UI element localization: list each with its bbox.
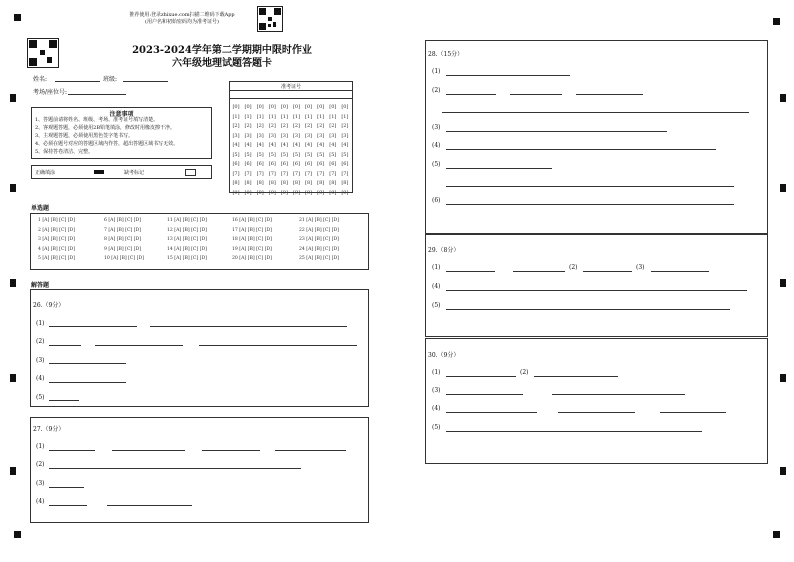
exam-id-digit-bubble[interactable]: [5] [256, 151, 264, 158]
q30-part: (4) [432, 405, 441, 412]
exam-id-digit-bubble[interactable]: [3] [268, 132, 276, 139]
q29-part: (2) [569, 264, 578, 271]
q26-answer-line[interactable] [49, 345, 81, 346]
mc-question-options[interactable]: 21 [A] [B] [C] [D] [299, 218, 339, 223]
notice-title: 注意事项 [109, 111, 134, 118]
alignment-mark [10, 467, 16, 475]
q26-part: (5) [36, 394, 45, 401]
q26-part: (3) [36, 357, 45, 364]
q27-answer-line[interactable] [202, 450, 260, 451]
exam-id-digit-bubble[interactable]: [6] [268, 161, 276, 167]
q29-box [425, 234, 768, 337]
mc-question-options[interactable]: 11 [A] [B] [C] [D] [167, 218, 207, 223]
exam-id-digit-bubble[interactable]: [3] [244, 132, 252, 139]
exam-id-digit-bubble[interactable]: [6] [305, 161, 313, 167]
qr-code-icon [257, 6, 283, 32]
mc-question-options[interactable]: 22 [A] [B] [C] [D] [299, 227, 339, 233]
alignment-mark [10, 94, 16, 102]
q27-title: 27.（9分） [33, 426, 65, 433]
class-field[interactable] [123, 81, 168, 82]
q28-answer-line[interactable] [446, 186, 734, 187]
q29-title: 29.（8分） [428, 247, 460, 254]
mc-question-options[interactable]: 13 [A] [B] [C] [D] [167, 237, 207, 243]
alignment-mark [14, 14, 21, 21]
q28-answer-line[interactable] [576, 94, 643, 95]
q26-part: (4) [36, 375, 45, 382]
exam-id-digit-bubble[interactable]: [9] [244, 189, 252, 196]
alignment-mark [780, 374, 786, 382]
exam-id-digit-bubble[interactable]: [3] [232, 132, 240, 139]
exam-id-digit-bubble[interactable]: [3] [305, 132, 313, 139]
q30-part: (2) [520, 369, 529, 376]
mc-question-options[interactable]: 7 [A] [B] [C] [D] [104, 227, 141, 233]
exam-id-digit-bubble[interactable]: [7] [244, 170, 252, 177]
exam-id-digit-bubble[interactable]: [6] [341, 161, 349, 167]
scan-note: 推荐使用:登录zhixue.com扫描二维码下载App [129, 12, 235, 18]
mc-question-options[interactable]: 14 [A] [B] [C] [D] [167, 246, 207, 252]
exam-id-digit-bubble[interactable]: [7] [292, 170, 301, 177]
exam-id-digit-bubble[interactable]: [9] [256, 189, 264, 196]
qr-code-icon [27, 38, 59, 68]
exam-id-digit-bubble[interactable]: [5] [329, 151, 337, 158]
absent-mark-label: 缺考标记 [124, 170, 145, 176]
exam-id-digit-bubble[interactable]: [1] [256, 113, 264, 120]
exam-id-digit-bubble[interactable]: [1] [305, 113, 313, 120]
exam-id-digit-bubble[interactable]: [4] [341, 142, 349, 148]
exam-id-digit-bubble[interactable]: [1] [232, 113, 240, 120]
exam-id-digit-bubble[interactable]: [6] [232, 161, 240, 167]
exam-id-digit-bubble[interactable]: [0] [268, 104, 276, 110]
notice-item: 5、保持答卷清洁、完整。 [35, 149, 94, 155]
exam-id-digit-column[interactable] [292, 103, 302, 198]
exam-id-digit-column[interactable] [243, 103, 253, 198]
exam-id-digit-column[interactable] [340, 103, 350, 198]
exam-id-digit-bubble[interactable]: [7] [341, 170, 349, 177]
exam-id-digit-bubble[interactable]: [0] [256, 104, 264, 110]
exam-id-digit-bubble[interactable]: [0] [305, 104, 313, 110]
q28-part: (3) [432, 124, 441, 131]
q30-part: (5) [432, 424, 441, 431]
exam-id-digit-bubble[interactable]: [3] [280, 132, 288, 139]
exam-id-digit-bubble[interactable]: [5] [268, 151, 276, 158]
q30-answer-line[interactable] [552, 394, 685, 395]
exam-id-digit-bubble[interactable]: [4] [329, 142, 337, 148]
q27-answer-line[interactable] [275, 450, 346, 451]
q27-box [30, 417, 369, 523]
correct-fill-label: 正确填涂 [35, 170, 56, 176]
mc-section-title: 单选题 [31, 205, 50, 212]
exam-id-digit-bubble[interactable]: [8] [341, 180, 349, 186]
exam-id-digit-bubble[interactable]: [0] [317, 104, 325, 110]
exam-id-digit-bubble[interactable]: [8] [232, 180, 240, 186]
q27-answer-line[interactable] [49, 505, 87, 506]
q30-part: (1) [432, 369, 441, 376]
q29-part: (3) [636, 264, 645, 271]
mc-question-options[interactable]: 9 [A] [B] [C] [D] [104, 246, 141, 252]
exam-id-header: 准考证号 [280, 84, 301, 90]
exam-id-digit-bubble[interactable]: [3] [341, 132, 349, 139]
alignment-mark [10, 184, 16, 192]
exam-id-digit-bubble[interactable]: [4] [292, 142, 301, 148]
exam-id-digit-bubble[interactable]: [0] [280, 104, 288, 110]
q30-title: 30.（9分） [428, 352, 460, 359]
mc-question-options[interactable]: 3 [A] [B] [C] [D] [38, 237, 75, 243]
notice-item: 3、主观题答题，必须使用黑色签字笔书写。 [35, 133, 134, 139]
exam-id-digit-bubble[interactable]: [2] [268, 123, 276, 129]
exam-id-digit-bubble[interactable]: [9] [268, 189, 276, 196]
exam-id-digit-bubble[interactable]: [0] [232, 104, 240, 110]
exam-id-digit-bubble[interactable]: [4] [280, 142, 288, 148]
exam-id-digit-bubble[interactable]: [9] [292, 189, 301, 196]
class-label: 班级: [103, 76, 118, 83]
q26-box [30, 289, 369, 407]
exam-id-digit-bubble[interactable]: [4] [305, 142, 313, 148]
mc-question-options[interactable]: 17 [A] [B] [C] [D] [232, 227, 272, 233]
q27-part: (2) [36, 461, 45, 468]
exam-id-digit-bubble[interactable]: [8] [244, 180, 252, 186]
exam-id-digit-bubble[interactable]: [5] [232, 151, 240, 158]
q26-answer-line[interactable] [150, 326, 347, 327]
scan-note-sub: (用户名和初始密码均为准考证号) [145, 19, 219, 25]
q30-answer-line[interactable] [446, 431, 702, 432]
q27-answer-line[interactable] [112, 450, 185, 451]
mc-question-options[interactable]: 15 [A] [B] [C] [D] [167, 256, 207, 262]
q28-part: (6) [432, 197, 441, 204]
exam-id-digit-bubble[interactable]: [7] [268, 170, 276, 177]
q28-title: 28.（15分） [428, 51, 464, 58]
mc-question-options[interactable]: 1 [A] [B] [C] [D] [38, 218, 75, 223]
mc-question-options[interactable]: 8 [A] [B] [C] [D] [104, 237, 141, 243]
q29-answer-line[interactable] [446, 309, 730, 310]
mc-question-options[interactable]: 25 [A] [B] [C] [D] [299, 256, 339, 262]
exam-id-digit-bubble[interactable]: [3] [317, 132, 325, 139]
exam-id-digit-bubble[interactable]: [6] [329, 161, 337, 167]
absent-mark-checkbox[interactable] [185, 169, 196, 176]
exam-id-digit-bubble[interactable]: [1] [268, 113, 276, 120]
q30-answer-line[interactable] [534, 376, 618, 377]
mc-question-options[interactable]: 20 [A] [B] [C] [D] [232, 256, 272, 262]
exam-id-digit-bubble[interactable]: [9] [232, 189, 240, 196]
mc-question-options[interactable]: 10 [A] [B] [C] [D] [104, 256, 144, 262]
exam-id-digit-bubble[interactable]: [3] [329, 132, 337, 139]
q28-answer-line[interactable] [446, 168, 552, 169]
q26-answer-line[interactable] [49, 382, 126, 383]
q29-answer-line[interactable] [651, 271, 709, 272]
exam-id-digit-bubble[interactable]: [5] [305, 151, 313, 158]
name-field[interactable] [55, 81, 100, 82]
mc-question-options[interactable]: 2 [A] [B] [C] [D] [38, 227, 75, 233]
exam-id-digit-bubble[interactable]: [2] [317, 123, 325, 129]
answer-section-title: 解答题 [31, 282, 50, 289]
exam-id-digit-bubble[interactable]: [9] [317, 189, 325, 196]
alignment-mark [780, 279, 786, 287]
exam-id-digit-bubble[interactable]: [1] [244, 113, 252, 120]
q27-part: (4) [36, 498, 45, 505]
exam-id-digit-bubble[interactable]: [8] [256, 180, 264, 186]
exam-id-digit-column[interactable] [304, 103, 314, 198]
q30-part: (3) [432, 387, 441, 394]
q28-part: (2) [432, 87, 441, 94]
q26-part: (2) [36, 338, 45, 345]
exam-id-digit-bubble[interactable]: [2] [280, 123, 288, 129]
q26-answer-line[interactable] [95, 345, 183, 346]
exam-id-digit-bubble[interactable]: [7] [329, 170, 337, 177]
exam-id-digit-bubble[interactable]: [0] [329, 104, 337, 110]
exam-id-digit-bubble[interactable]: [6] [292, 161, 301, 167]
alignment-mark [10, 279, 16, 287]
exam-id-digit-column[interactable] [279, 103, 289, 198]
exam-title: 2023-2024学年第二学期期中限时作业 [132, 45, 312, 56]
notice-item: 2、客观题答题，必须使用2B铅笔填涂，修改时用橡皮擦干净。 [35, 125, 176, 131]
correct-fill-icon [94, 170, 104, 174]
q28-part: (4) [432, 142, 441, 149]
exam-id-digit-column[interactable] [255, 103, 265, 198]
q27-answer-line[interactable] [49, 487, 84, 488]
exam-id-digit-bubble[interactable]: [1] [292, 113, 301, 120]
exam-id-digit-bubble[interactable]: [3] [256, 132, 264, 139]
q29-part: (5) [432, 302, 441, 309]
mc-question-options[interactable]: 16 [A] [B] [C] [D] [232, 218, 272, 223]
mc-question-options[interactable]: 19 [A] [B] [C] [D] [232, 246, 272, 252]
q28-answer-line[interactable] [442, 112, 749, 113]
mc-question-options[interactable]: 4 [A] [B] [C] [D] [38, 246, 75, 252]
exam-id-digit-bubble[interactable]: [5] [244, 151, 252, 158]
q28-answer-line[interactable] [446, 75, 570, 76]
exam-id-digit-bubble[interactable]: [7] [305, 170, 313, 177]
exam-id-digit-bubble[interactable]: [1] [329, 113, 337, 120]
name-label: 姓名: [33, 76, 48, 83]
exam-id-digit-bubble[interactable]: [8] [280, 180, 288, 186]
q26-answer-line[interactable] [49, 363, 126, 364]
exam-id-digit-bubble[interactable]: [8] [292, 180, 301, 186]
alignment-mark [780, 184, 786, 192]
alignment-mark [773, 531, 780, 538]
q27-answer-line[interactable] [49, 450, 95, 451]
exam-id-digit-column[interactable] [328, 103, 338, 198]
q28-answer-line[interactable] [446, 204, 734, 205]
exam-id-digit-bubble[interactable]: [9] [280, 189, 288, 196]
exam-id-digit-bubble[interactable]: [2] [232, 123, 240, 129]
q28-answer-line[interactable] [510, 94, 562, 95]
q26-answer-line[interactable] [199, 345, 357, 346]
fill-example-box [31, 165, 212, 179]
exam-id-digit-bubble[interactable]: [6] [280, 161, 288, 167]
notice-item: 4、必须在题号对应的答题区域内作答，超出答题区域书写无效。 [35, 141, 179, 147]
exam-id-digit-bubble[interactable]: [4] [317, 142, 325, 148]
exam-id-digit-bubble[interactable]: [3] [292, 132, 301, 139]
q29-answer-line[interactable] [583, 271, 632, 272]
exam-id-digit-bubble[interactable]: [4] [268, 142, 276, 148]
exam-id-digit-bubble[interactable]: [7] [256, 170, 264, 177]
exam-id-digit-bubble[interactable]: [0] [292, 104, 301, 110]
exam-id-digit-column[interactable] [316, 103, 326, 198]
mc-question-options[interactable]: 24 [A] [B] [C] [D] [299, 246, 339, 252]
notice-box [31, 107, 212, 159]
exam-id-digit-bubble[interactable]: [6] [256, 161, 264, 167]
q29-answer-line[interactable] [513, 271, 565, 272]
exam-id-digit-bubble[interactable]: [9] [341, 189, 349, 196]
q29-part: (4) [432, 283, 441, 290]
q28-part: (5) [432, 161, 441, 168]
q29-answer-line[interactable] [446, 290, 747, 291]
exam-id-digit-bubble[interactable]: [2] [256, 123, 264, 129]
q28-answer-line[interactable] [446, 131, 667, 132]
mc-question-options[interactable]: 18 [A] [B] [C] [D] [232, 237, 272, 243]
q30-answer-line[interactable] [660, 412, 726, 413]
exam-id-digit-bubble[interactable]: [0] [341, 104, 349, 110]
exam-id-digit-bubble[interactable]: [0] [244, 104, 252, 110]
q30-answer-line[interactable] [558, 412, 635, 413]
exam-id-digit-column[interactable] [231, 103, 241, 198]
q29-answer-line[interactable] [446, 271, 495, 272]
exam-id-digit-bubble[interactable]: [7] [232, 170, 240, 177]
q30-answer-line[interactable] [446, 376, 516, 377]
seat-label: 考场/座位号: [33, 89, 68, 96]
mc-question-options[interactable]: 5 [A] [B] [C] [D] [38, 256, 75, 262]
q27-part: (1) [36, 443, 45, 450]
exam-id-digit-bubble[interactable]: [1] [341, 113, 349, 120]
answer-card-title: 六年级地理试题答题卡 [172, 58, 272, 69]
q28-answer-line[interactable] [446, 94, 496, 95]
exam-id-digit-bubble[interactable]: [5] [317, 151, 325, 158]
exam-id-digit-bubble[interactable]: [2] [244, 123, 252, 129]
q28-part: (1) [432, 68, 441, 75]
exam-id-digit-bubble[interactable]: [9] [305, 189, 313, 196]
exam-id-digit-bubble[interactable]: [8] [268, 180, 276, 186]
exam-id-digit-bubble[interactable]: [5] [292, 151, 301, 158]
notice-item: 1、答题前请将姓名、班级、考场、准考证号填写清楚。 [35, 117, 159, 123]
q27-answer-line[interactable] [107, 505, 192, 506]
q27-answer-line[interactable] [49, 468, 301, 469]
exam-id-digit-bubble[interactable]: [5] [341, 151, 349, 158]
exam-id-digit-bubble[interactable]: [5] [280, 151, 288, 158]
exam-id-digit-bubble[interactable]: [1] [317, 113, 325, 120]
exam-id-digit-bubble[interactable]: [8] [329, 180, 337, 186]
exam-id-digit-bubble[interactable]: [4] [232, 142, 240, 148]
alignment-mark [773, 18, 780, 25]
mc-question-options[interactable]: 12 [A] [B] [C] [D] [167, 227, 207, 233]
exam-id-digit-bubble[interactable]: [2] [329, 123, 337, 129]
q30-box [425, 338, 768, 464]
exam-id-digit-bubble[interactable]: [4] [256, 142, 264, 148]
mc-question-options[interactable]: 6 [A] [B] [C] [D] [104, 218, 141, 223]
q30-answer-line[interactable] [446, 394, 523, 395]
q26-answer-line[interactable] [49, 326, 137, 327]
exam-id-digit-column[interactable] [267, 103, 277, 198]
alignment-mark [780, 94, 786, 102]
exam-id-digit-bubble[interactable]: [8] [305, 180, 313, 186]
exam-id-digit-bubble[interactable]: [4] [244, 142, 252, 148]
exam-id-digit-bubble[interactable]: [7] [280, 170, 288, 177]
alignment-mark [780, 467, 786, 475]
q26-part: (1) [36, 320, 45, 327]
exam-id-digit-bubble[interactable]: [6] [244, 161, 252, 167]
exam-id-digit-bubble[interactable]: [2] [305, 123, 313, 129]
mc-question-options[interactable]: 23 [A] [B] [C] [D] [299, 237, 339, 243]
q26-title: 26.（9分） [33, 302, 65, 309]
q26-answer-line[interactable] [49, 400, 79, 401]
exam-id-digit-bubble[interactable]: [9] [329, 189, 337, 196]
q28-answer-line[interactable] [446, 149, 716, 150]
q30-answer-line[interactable] [446, 412, 537, 413]
q27-part: (3) [36, 480, 45, 487]
alignment-mark [10, 374, 16, 382]
seat-field[interactable] [68, 94, 126, 95]
exam-id-digit-bubble[interactable]: [6] [317, 161, 325, 167]
exam-id-digit-bubble[interactable]: [7] [317, 170, 325, 177]
exam-id-digit-bubble[interactable]: [2] [292, 123, 301, 129]
exam-id-digit-bubble[interactable]: [2] [341, 123, 349, 129]
alignment-mark [14, 531, 21, 538]
q29-part: (1) [432, 264, 441, 271]
exam-id-digit-bubble[interactable]: [8] [317, 180, 325, 186]
exam-id-digit-bubble[interactable]: [1] [280, 113, 288, 120]
